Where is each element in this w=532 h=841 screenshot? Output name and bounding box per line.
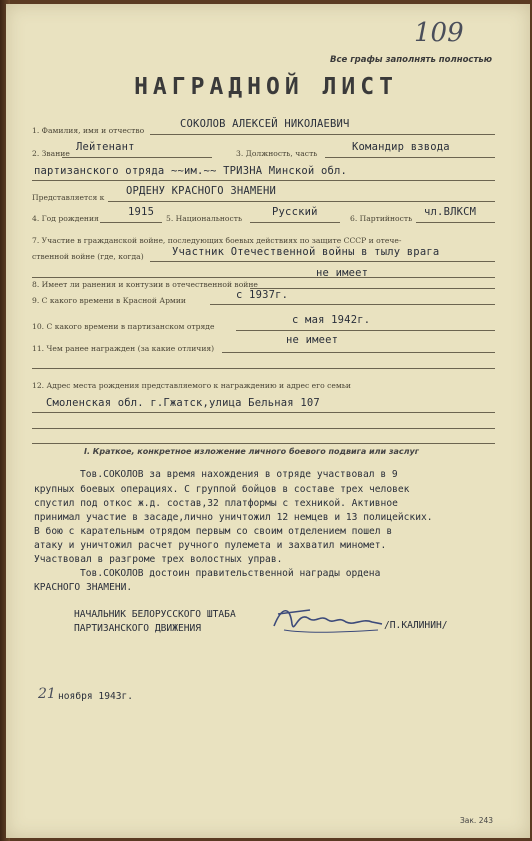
field-4-label: 4. Год рождения: [32, 214, 99, 223]
date-day: 21: [38, 686, 56, 702]
field-7-label-line2: ственной войне (где, когда): [32, 252, 144, 261]
narrative-line: Участвовал в разгроме трех волостных управ.: [34, 554, 283, 565]
field-5-value: Русский: [272, 206, 318, 218]
field-6-line: [416, 222, 495, 223]
field-5-label: 5. Национальность: [166, 214, 243, 223]
field-3-value: Командир взвода: [352, 141, 450, 153]
field-7-line: [150, 261, 495, 262]
field-3-label: 3. Должность, часть: [236, 149, 318, 158]
narrative-line: В бою с карательным отрядом первым со своим отделением пошел в: [34, 526, 393, 537]
field-3-line2: [32, 180, 495, 181]
field-7-line2: [32, 277, 495, 278]
narrative-line: спустил под откос ж.д. состав,32 платформы с техникой. Активное: [34, 498, 398, 509]
field-12-value: Смоленская обл. г.Гжатск,улица Бельная 107: [46, 397, 320, 409]
field-4-line: [100, 222, 162, 223]
field-3-line: [325, 157, 495, 158]
section-1-heading: I. Краткое, конкретное изложение личного боевого подвига или заслуг: [84, 447, 419, 456]
signatory-name: /П.КАЛИНИН/: [384, 620, 448, 631]
field-11-line2: [32, 368, 495, 369]
field-12-line2: [32, 428, 495, 429]
signatory-title-line2: ПАРТИЗАНСКОГО ДВИЖЕНИЯ: [74, 623, 202, 634]
field-11-line: [222, 352, 495, 353]
field-4-value: 1915: [128, 206, 155, 218]
presented-label: Представляется к: [32, 193, 105, 202]
field-10-line: [236, 330, 495, 331]
page-number: 109: [414, 18, 464, 48]
field-1-label: 1. Фамилия, имя и отчество: [32, 126, 145, 135]
field-10-value: с мая 1942г.: [292, 314, 371, 326]
field-3-value-line2: партизанского отряда ~~им.~~ ТРИЗНА Минской обл.: [34, 165, 348, 177]
field-2-value: Лейтенант: [76, 141, 135, 153]
field-1-value: СОКОЛОВ АЛЕКСЕЙ НИКОЛАЕВИЧ: [180, 118, 350, 130]
field-7-value: Участник Отечественной войны в тылу врага: [172, 246, 440, 258]
signature-scribble: [268, 600, 388, 640]
field-11-value: не имеет: [286, 334, 339, 346]
date-rest: ноября 1943г.: [58, 691, 134, 702]
narrative-line: атаку и уничтожил расчет ручного пулемета и захватил миномет.: [34, 540, 387, 551]
field-8-label: 8. Имеет ли ранения и контузии в отечественной войне: [32, 280, 258, 289]
field-5-line: [250, 222, 340, 223]
presented-line: [108, 201, 495, 202]
field-9-label: 9. С какого времени в Красной Армии: [32, 296, 186, 305]
footer-order-number: Зак. 243: [460, 816, 494, 825]
field-9-value: с 1937г.: [236, 289, 289, 301]
field-6-value: чл.ВЛКСМ: [424, 206, 477, 218]
narrative-line: принимал участие в засаде,лично уничтожил 12 немцев и 13 полицейских.: [34, 512, 433, 523]
narrative-line: Тов.СОКОЛОВ достоин правительственной награды ордена: [80, 568, 381, 579]
field-12-line3: [32, 443, 495, 444]
presented-value: ОРДЕНУ КРАСНОГО ЗНАМЕНИ: [126, 185, 276, 197]
field-8-value: не имеет: [316, 267, 369, 279]
field-9-line: [210, 304, 495, 305]
narrative-line: КРАСНОГО ЗНАМЕНИ.: [34, 582, 133, 593]
signatory-title-line1: НАЧАЛЬНИК БЕЛОРУССКОГО ШТАБА: [74, 609, 236, 620]
top-note: Все графы заполнять полностью: [330, 55, 493, 65]
narrative-line: крупных боевых операциях. С группой бойцов в составе трех человек: [34, 484, 410, 495]
field-1-line: [150, 134, 495, 135]
document-title: НАГРАДНОЙ ЛИСТ: [134, 74, 398, 100]
field-11-label: 11. Чем ранее награжден (за какие отличия): [32, 344, 215, 353]
narrative-line: Тов.СОКОЛОВ за время нахождения в отряде участвовал в 9: [80, 469, 398, 480]
field-12-label: 12. Адрес места рождения представляемого к награждению и адрес его семьи: [32, 381, 351, 390]
field-2-label: 2. Звание: [32, 149, 70, 158]
field-6-label: 6. Партийность: [350, 214, 413, 223]
field-2-line: [62, 157, 212, 158]
field-12-line: [32, 412, 495, 413]
field-10-label: 10. С какого времени в партизанском отряде: [32, 322, 215, 331]
field-7-label: 7. Участие в гражданской войне, последующих боевых действиях по защите СССР и отече-: [32, 236, 402, 245]
